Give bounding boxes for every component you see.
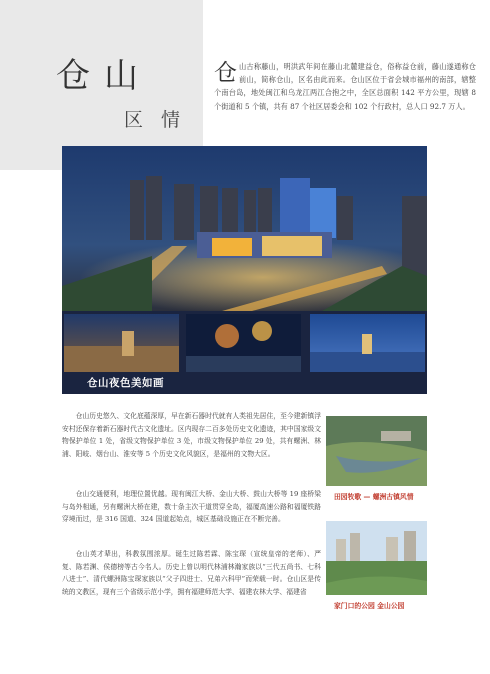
paragraph-talent: 仓山英才辈出，科教氛围浓厚。诞生过陈若霖、陈宝琛（宣统皇帝的老师）、严复、陈若渊、侯德榜等古今名人。历史上曾以明代林浦林瀚家族以“三代五尚书、七科八进士”、清代螺洲陈宝琛家族以“父子四进士、兄弟六科甲”而荣载一时。仓山区是传统的文教区，现有三个省级示范小学，拥有福建师范大学、福建农林大学、福建省 xyxy=(62,550,321,596)
night-city-image xyxy=(62,146,427,394)
thumb-fireworks xyxy=(186,314,301,372)
thumb-night-1 xyxy=(64,314,179,372)
side-caption-jinshan-park: 家门口的公园 金山公园 xyxy=(334,602,405,610)
intro-text: 山古称藤山，明洪武年间在藤山北麓建益仓，俗称益仓前，藤山遂通称仓前山，简称仓山，区名由此而来。仓山区位于省会城市福州的南部，辖整个南台岛，地处闽江和乌龙江两江合抱之中，全区总面积 142 平方公里，现辖 8 个街道和 5 个镇，共有 87 个社区居委会和 102 个行政村，总人口 92.7 万人。 xyxy=(214,62,476,111)
intro-paragraph xyxy=(214,60,476,113)
paragraph-transport: 仓山交通便利，地理位置优越。现有闽江大桥、金山大桥、鼓山大桥等 19 座桥梁与岛外相通，另有螺洲大桥在建，数十条主次干道贯穿全岛，福厦高速公路和福厦铁路穿境而过，是 316 国道、324 国道起始点，城区基础设施正在不断完善。 xyxy=(62,490,321,523)
paragraph-history: 仓山历史悠久、文化底蕴深厚，早在新石器时代就有人类祖先居住，至今建新镇浮安村还保存着新石器时代古文化遗址。区内现存二百多处历史文化遗迹，其中国家级文物保护单位 1 处，省级文物保护单位 3 处，市级文物保护单位 29 处，共有螺洲、林浦、阳岐、烟台山、淮安等 5 个历史文化风貌区，是福州的文物大区。 xyxy=(62,412,321,458)
dropcap: 仓 xyxy=(214,60,237,86)
main-photo-caption: 仓山夜色美如画 xyxy=(87,377,164,389)
page-subtitle: 区情 xyxy=(124,109,199,131)
main-photo xyxy=(62,146,427,394)
page-title: 仓山 xyxy=(56,56,152,96)
thumb-bridge xyxy=(310,314,425,372)
side-photo-luozhou xyxy=(326,416,427,486)
side-photo-jinshan-park xyxy=(326,521,427,595)
header-panel xyxy=(0,0,203,170)
side-caption-luozhou: 田园牧歌 — 螺洲古镇风情 xyxy=(334,493,414,501)
